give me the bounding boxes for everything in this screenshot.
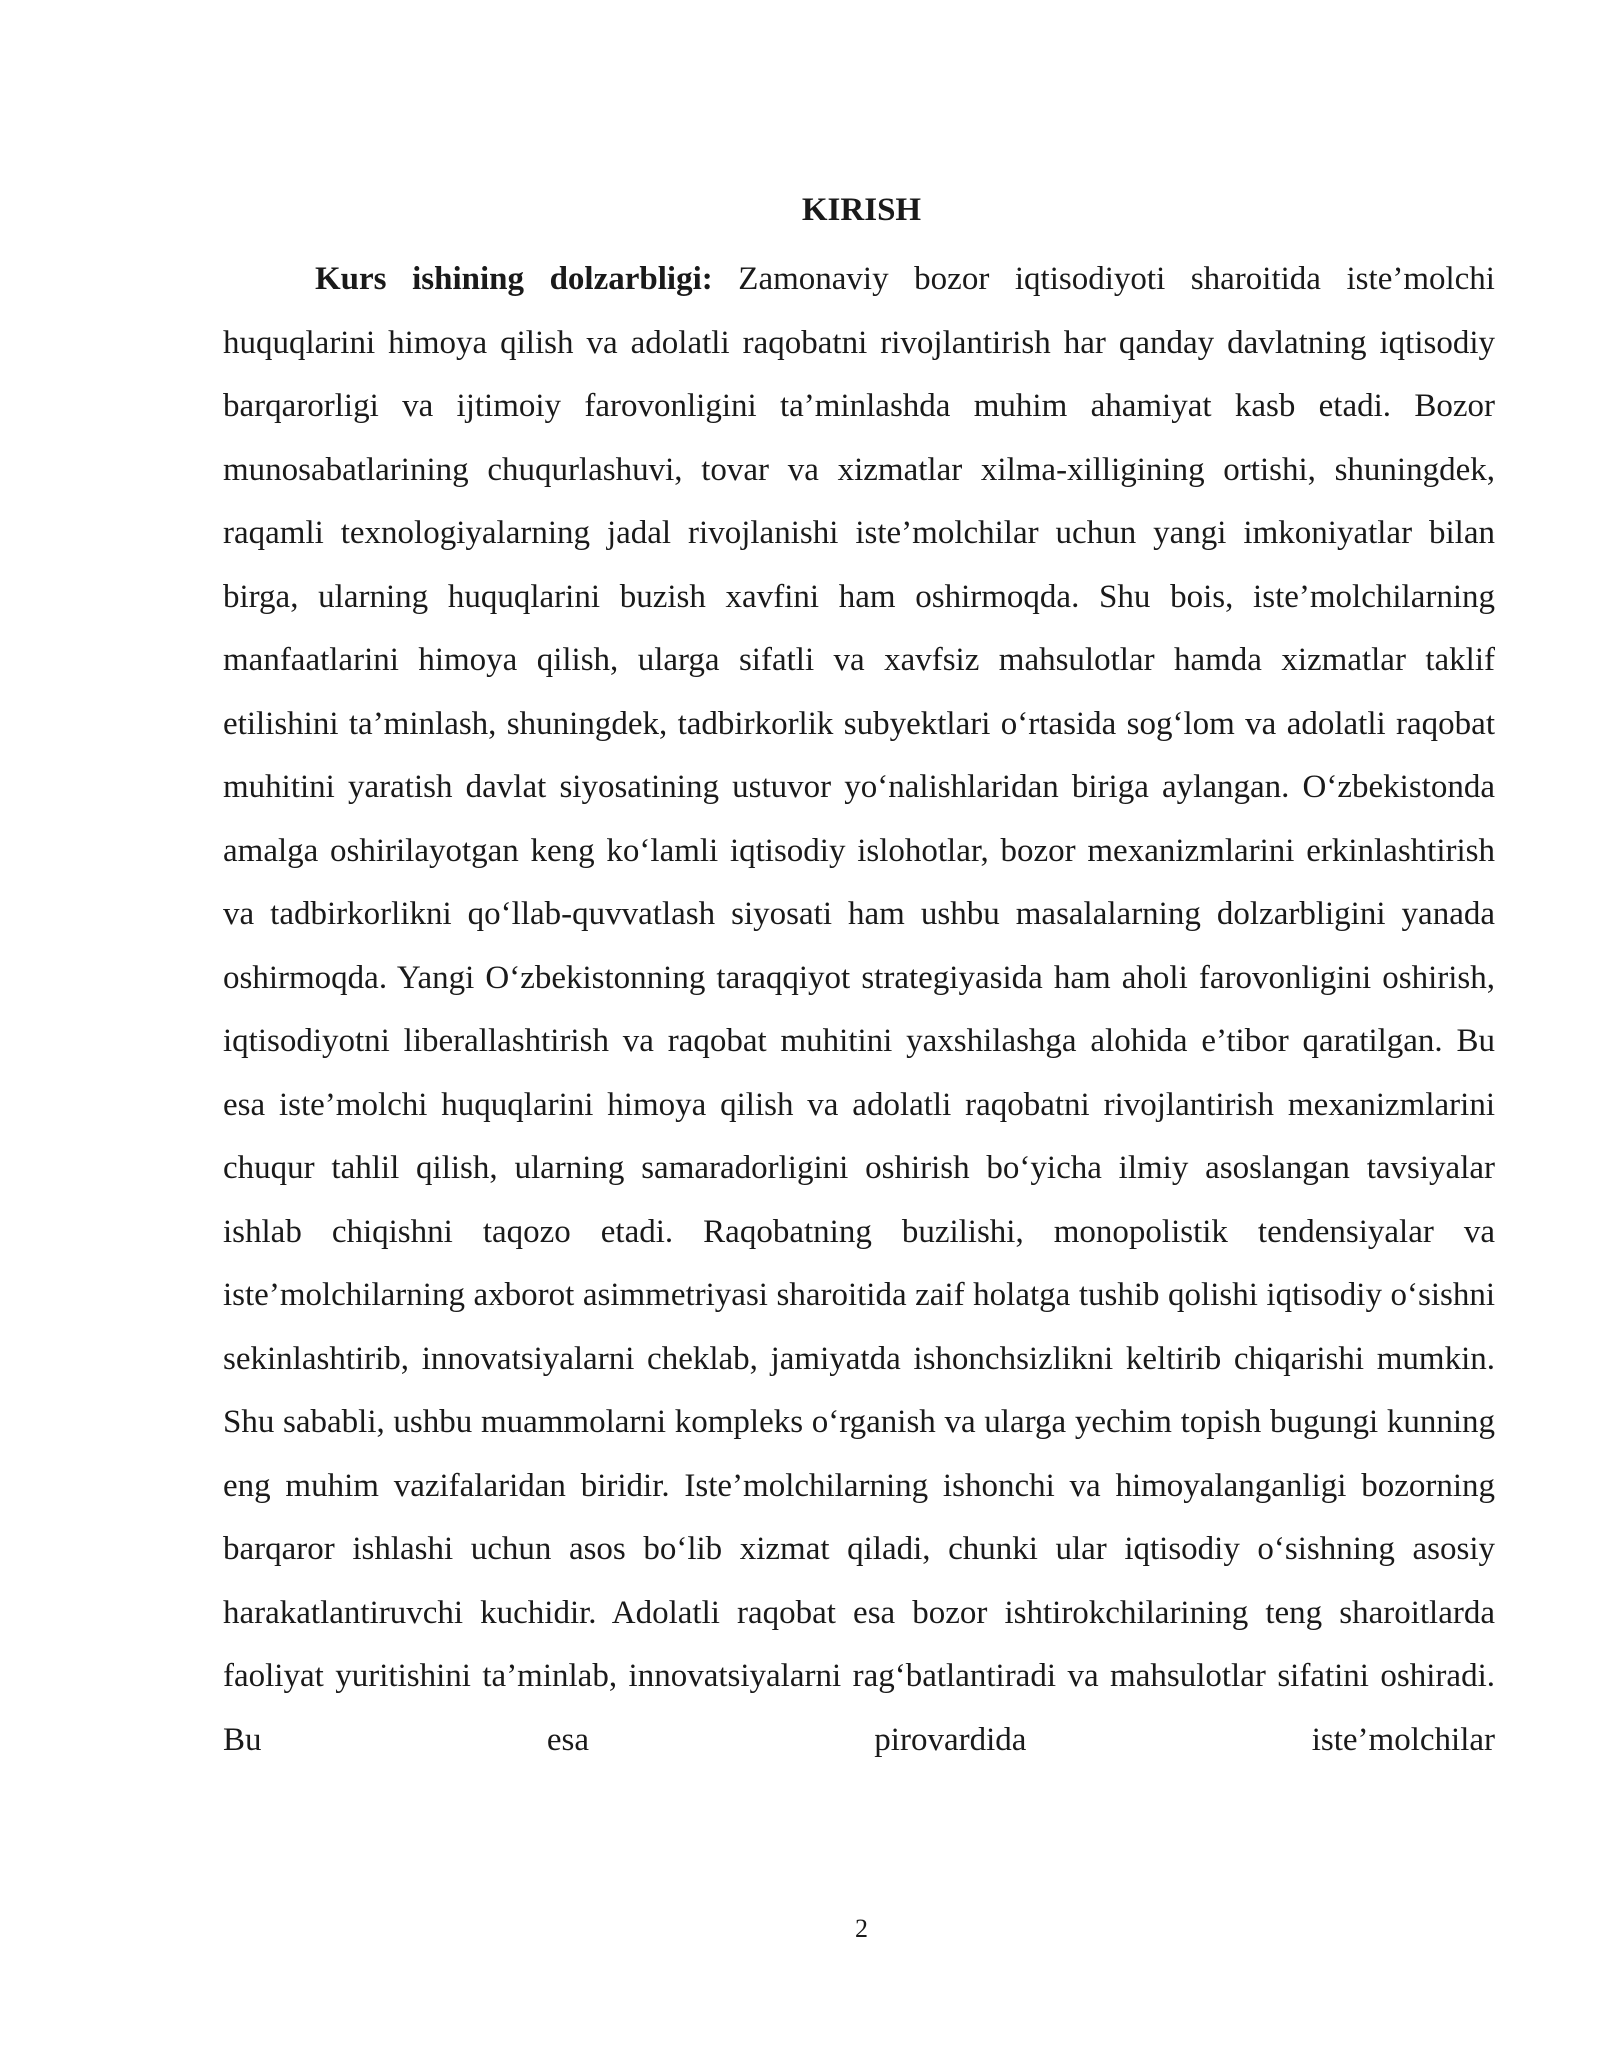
body-paragraph [223, 248, 1495, 1772]
page-number: 2 [855, 1914, 868, 1943]
section-title: KIRISH [801, 192, 922, 228]
paragraph-lead: Kurs ishining dolzarbligi: [315, 261, 713, 297]
paragraph-text: Zamonaviy bozor iqtisodiyoti sharoitida iste’molchi huquqlarini himoya qilish va adolatli raqobatni rivojlantirish har qanday davlatning iqtisodiy barqarorligi va ijtimoiy farovonligini ta’minlashda muhim ahamiyat kasb etadi. Bozor munosabatlarining chuqurlashuvi, tovar va xizmatlar xilma-xilligining ortishi, shuningdek, raqamli texnologiyalarning jadal rivojlanishi iste’molchilar uchun yangi imkoniyatlar bilan birga, ularning huquqlarini buzish xavfini ham oshirmoqda. Shu bois, iste’molchilarning manfaatlarini himoya qilish, ularga sifatli va xavfsiz mahsulotlar hamda xizmatlar taklif etilishini ta’minlash, shuningdek, tadbirkorlik subyektlari o‘rtasida sog‘lom va adolatli raqobat muhitini yaratish davlat siyosatining ustuvor yo‘nalishlaridan biriga aylangan. O‘zbekistonda amalga oshirilayotgan keng ko‘lamli iqtisodiy islohotlar, bozor mexanizmlarini erkinlashtirish va tadbirkorlikni qo‘llab-quvvatlash siyosati ham ushbu masalalarning dolzarbligini yanada oshirmoqda. Yangi O‘zbekistonning taraqqiyot strategiyasida ham aholi farovonligini oshirish, iqtisodiyotni liberallashtirish va raqobat muhitini yaxshilashga alohida e’tibor qaratilgan. Bu esa iste’molchi huquqlarini himoya qilish va adolatli raqobatni rivojlantirish mexanizmlarini chuqur tahlil qilish, ularning samaradorligini oshirish bo‘yicha ilmiy asoslangan tavsiyalar ishlab chiqishni taqozo etadi. Raqobatning buzilishi, monopolistik tendensiyalar va iste’molchilarning axborot asimmetriyasi sharoitida zaif holatga tushib qolishi iqtisodiy o‘sishni sekinlashtirib, innovatsiyalarni cheklab, jamiyatda ishonchsizlikni keltirib chiqarishi mumkin. Shu sababli, ushbu muammolarni kompleks o‘rganish va ularga yechim topish bugungi kunning eng muhim vazifalaridan biridir. Iste’molchilarning ishonchi va himoyalanganligi bozorning barqaror ishlashi uchun asos bo‘lib xizmat qiladi, chunki ular iqtisodiy o‘sishning asosiy harakatlantiruvchi kuchidir. Adolatli raqobat esa bozor ishtirokchilarining teng sharoitlarda faoliyat yuritishini ta’minlab, innovatsiyalarni rag‘batlantiradi va mahsulotlar sifatini oshiradi. Bu esa pirovardida iste’molchilar [223, 261, 1495, 1758]
